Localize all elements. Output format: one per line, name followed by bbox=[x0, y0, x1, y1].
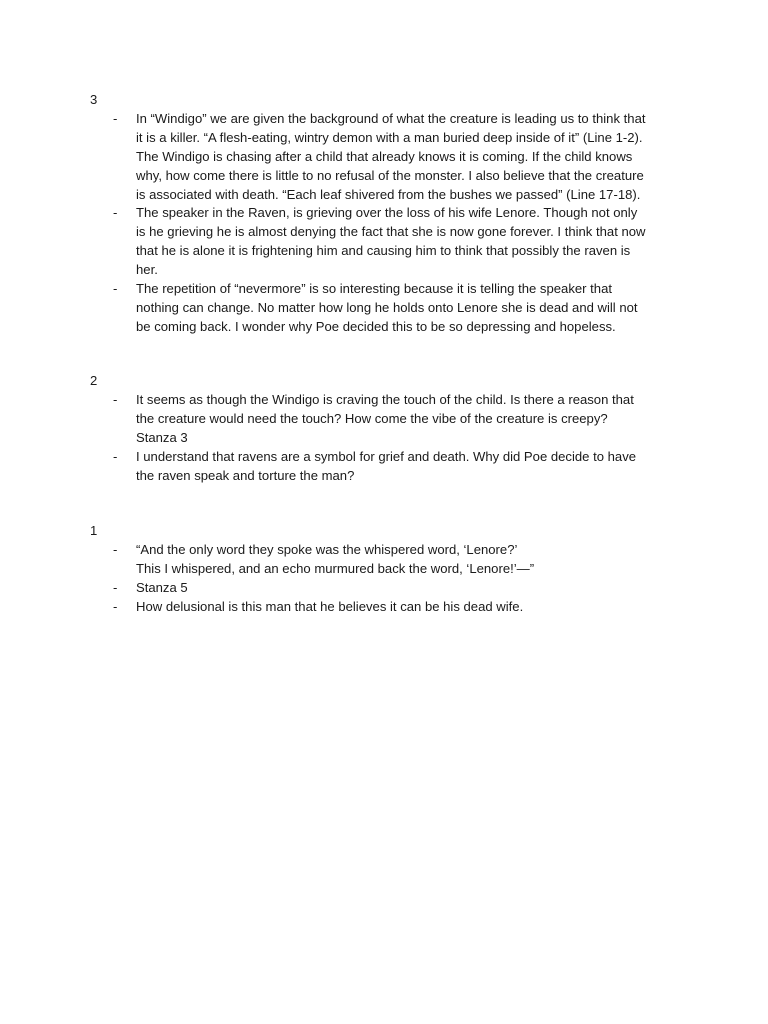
text-line: nothing can change. No matter how long he holds onto Lenore she is dead and will not bbox=[136, 299, 638, 315]
section-number: 3 bbox=[90, 92, 98, 107]
text-line: the raven speak and torture the man? bbox=[136, 467, 355, 483]
text-line: “And the only word they spoke was the whispered word, ‘Lenore?’ bbox=[136, 541, 518, 557]
text-line: it is a killer. “A flesh-eating, wintry demon with a man buried deep inside of it” (Line 1-2). bbox=[136, 129, 643, 145]
text-line: the creature would need the touch? How come the vibe of the creature is creepy? bbox=[136, 410, 608, 426]
bullet-dash: - bbox=[113, 541, 118, 557]
list-item bbox=[90, 204, 682, 280]
text-line: This I whispered, and an echo murmured back the word, ‘Lenore!’—” bbox=[136, 560, 535, 576]
text-line: I understand that ravens are a symbol for grief and death. Why did Poe decide to have bbox=[136, 448, 637, 464]
list-item bbox=[90, 579, 682, 598]
text-line: The repetition of “nevermore” is so interesting because it is telling the speaker that bbox=[136, 281, 612, 297]
bullet-dash: - bbox=[113, 281, 118, 297]
section-number: 1 bbox=[90, 523, 98, 538]
section-1 bbox=[90, 522, 690, 617]
text-line: The speaker in the Raven, is grieving over the loss of his wife Lenore. Though not only bbox=[136, 205, 638, 221]
list-item bbox=[90, 598, 682, 617]
list-item bbox=[90, 541, 682, 579]
list-item bbox=[90, 448, 682, 486]
list-item bbox=[90, 391, 682, 448]
bullet-dash: - bbox=[113, 598, 118, 614]
bullet-dash: - bbox=[113, 110, 118, 126]
text-line: Stanza 5 bbox=[136, 579, 188, 595]
section-3 bbox=[90, 91, 690, 337]
text-line: her. bbox=[136, 262, 158, 278]
text-line: be coming back. I wonder why Poe decided this to be so depressing and hopeless. bbox=[136, 318, 616, 334]
bullet-dash: - bbox=[113, 448, 118, 464]
text-line: How delusional is this man that he believes it can be his dead wife. bbox=[136, 598, 524, 614]
text-line: is associated with death. “Each leaf shivered from the bushes we passed” (Line 17-18). bbox=[136, 186, 641, 202]
bullet-dash: - bbox=[113, 579, 118, 595]
bullet-dash: - bbox=[113, 391, 118, 407]
text-line: why, how come there is little to no refusal of the monster. I also believe that the creature bbox=[136, 167, 644, 183]
section-2 bbox=[90, 372, 690, 485]
list-item bbox=[90, 280, 682, 337]
text-line: In “Windigo” we are given the background of what the creature is leading us to think that bbox=[136, 110, 646, 126]
text-line: It seems as though the Windigo is craving the touch of the child. Is there a reason that bbox=[136, 391, 634, 407]
list-item bbox=[90, 110, 682, 205]
text-line: is he grieving he is almost denying the fact that she is now gone forever. I think that now bbox=[136, 224, 646, 240]
section-number: 2 bbox=[90, 373, 98, 388]
text-line: Stanza 3 bbox=[136, 429, 188, 445]
text-line: The Windigo is chasing after a child that already knows it is coming. If the child knows bbox=[136, 148, 633, 164]
text-line: that he is alone it is frightening him and causing him to think that possibly the raven is bbox=[136, 243, 631, 259]
bullet-dash: - bbox=[113, 205, 118, 221]
